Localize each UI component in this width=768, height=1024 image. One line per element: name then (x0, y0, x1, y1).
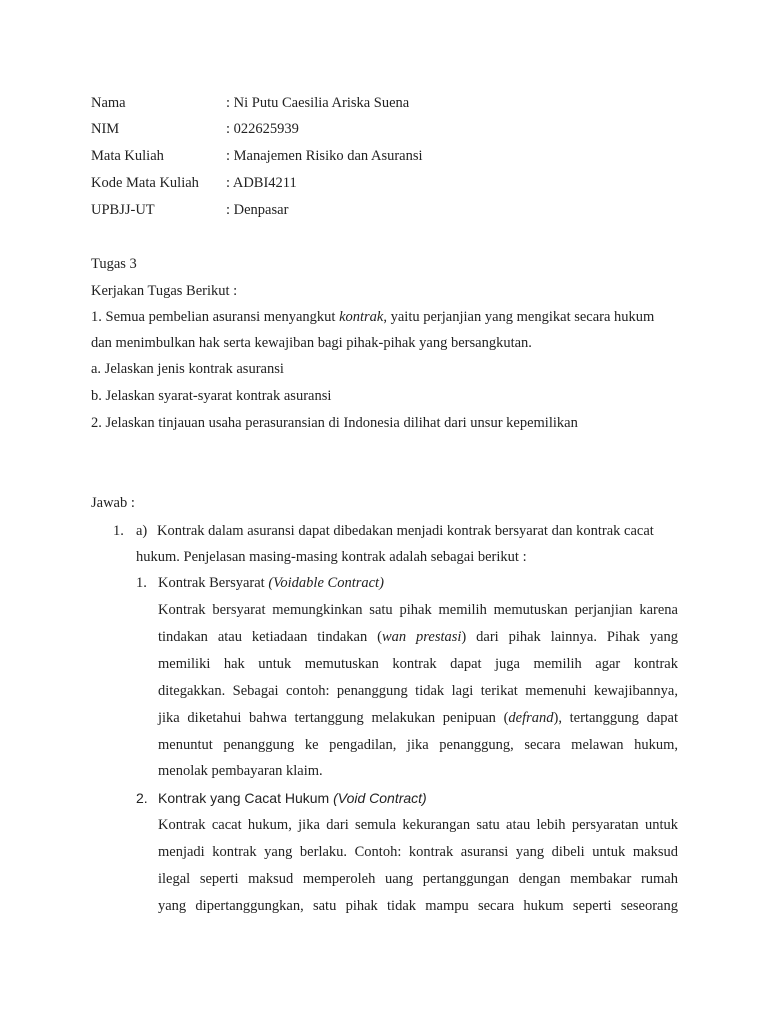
item-2-line-2: menjadi kontrak yang berlaku. Contoh: kontrak asuransi yang dibeli untuk maksud (158, 844, 678, 860)
question-1-line-1 (91, 308, 654, 326)
item-2-line-3: ilegal seperti maksud memperoleh uang pertanggungan dengan membakar rumah (158, 871, 678, 887)
item-1-title (158, 574, 384, 592)
identity-label-kode: Kode Mata Kuliah (91, 175, 199, 191)
identity-value-mata-kuliah: : Manajemen Risiko dan Asuransi (226, 148, 423, 164)
question-2: 2. Jelaskan tinjauan usaha perasuransian di Indonesia dilihat dari unsur kepemilikan (91, 415, 578, 431)
question-1a: a. Jelaskan jenis kontrak asuransi (91, 361, 284, 377)
answer-label-a: a) (136, 523, 148, 539)
item-1-line-6: menuntut penanggung ke pengadilan, jika penanggung, secara melawan hukum, (158, 737, 678, 753)
item-1-line-5-italic: defrand (508, 710, 554, 726)
item-1-line-4: ditegakkan. Sebagai contoh: penanggung tidak lagi terikat memenuhi kewajibannya, (158, 683, 678, 699)
question-1-italic: kontrak (339, 309, 384, 325)
item-1-line-5-after: ), tertanggung dapat (553, 710, 678, 726)
task-title: Tugas 3 (91, 256, 137, 272)
item-1-line-2-after: ) dari pihak lainnya. Pihak yang (461, 629, 678, 645)
item-1-title-text: Kontrak Bersyarat (158, 575, 269, 591)
identity-value-kode: : ADBI4211 (226, 175, 297, 191)
item-2-line-1: Kontrak cacat hukum, jika dari semula kekurangan satu atau lebih persyaratan untuk (158, 817, 678, 833)
task-instruction: Kerjakan Tugas Berikut : (91, 283, 238, 299)
question-1b: b. Jelaskan syarat-syarat kontrak asuransi (91, 388, 332, 404)
question-1-text-after: , yaitu perjanjian yang mengikat secara hukum (383, 309, 655, 325)
identity-value-nim: : 022625939 (226, 121, 299, 137)
item-1-title-italic: (Voidable Contract) (268, 575, 384, 591)
identity-label-nim: NIM (91, 121, 120, 137)
item-2-line-4: yang dipertanggungkan, satu pihak tidak mampu secara hukum seperti seseorang (158, 898, 678, 914)
item-1-line-3: memiliki hak untuk memutuskan kontrak dapat juga memilih agar kontrak (158, 656, 678, 672)
item-2-title-italic: (Void Contract) (333, 790, 427, 806)
answer-number-1: 1. (113, 523, 124, 539)
identity-label-mata-kuliah: Mata Kuliah (91, 148, 164, 164)
item-1-line-2-italic: wan prestasi (381, 629, 462, 645)
item-1-line-2-before: tindakan atau ketiadaan tindakan ( (158, 629, 382, 645)
identity-label-upbjj: UPBJJ-UT (91, 202, 155, 218)
identity-label-nama: Nama (91, 95, 126, 111)
item-1-line-7: menolak pembayaran klaim. (158, 763, 323, 779)
item-1-line-5-before: jika diketahui bahwa tertanggung melakukan penipuan ( (158, 710, 509, 726)
identity-value-nama: : Ni Putu Caesilia Ariska Suena (226, 95, 410, 111)
item-2-title-text: Kontrak yang Cacat Hukum (158, 790, 334, 806)
identity-value-upbjj: : Denpasar (226, 202, 289, 218)
item-2-title (158, 789, 427, 807)
answer-a-line-1: Kontrak dalam asuransi dapat dibedakan menjadi kontrak bersyarat dan kontrak cacat (157, 523, 654, 539)
question-1-text-before: 1. Semua pembelian asuransi menyangkut (91, 309, 340, 325)
item-1-line-1: Kontrak bersyarat memungkinkan satu pihak memilih memutuskan perjanjian karena (158, 602, 678, 618)
question-1-line-2: dan menimbulkan hak serta kewajiban bagi pihak-pihak yang bersangkutan. (91, 335, 532, 351)
item-2-number: 2. (136, 790, 148, 806)
item-1-number: 1. (136, 575, 147, 591)
answer-a-line-2: hukum. Penjelasan masing-masing kontrak adalah sebagai berikut : (136, 549, 527, 565)
answer-heading: Jawab : (91, 495, 135, 511)
